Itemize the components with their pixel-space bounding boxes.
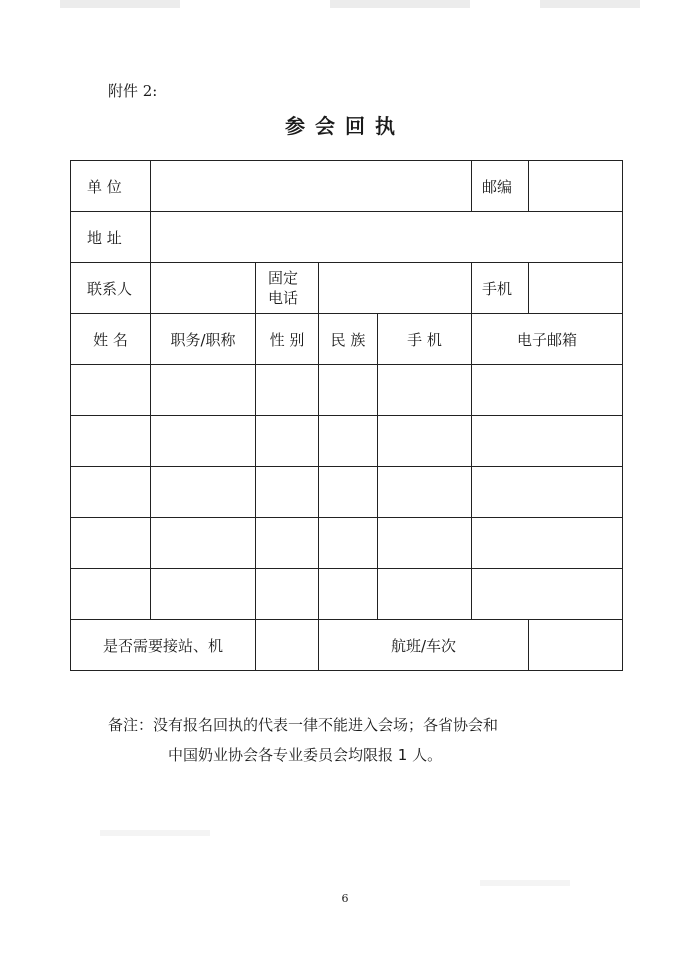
- flight-field[interactable]: [529, 620, 623, 671]
- attendee-gender-cell[interactable]: [256, 569, 319, 620]
- attendee-ethnicity-cell[interactable]: [319, 518, 378, 569]
- show-through-mark: [540, 0, 640, 8]
- landline-label-line1: 固定: [268, 269, 299, 287]
- mobile-field[interactable]: [529, 263, 623, 314]
- table-row: [71, 467, 623, 518]
- attendee-ethnicity-cell[interactable]: [319, 467, 378, 518]
- page-title: 参会回执: [285, 114, 405, 138]
- attendee-mobile-cell[interactable]: [378, 569, 472, 620]
- postcode-label: 邮编: [472, 161, 529, 212]
- table-header-row: [71, 314, 623, 365]
- attendee-email-cell[interactable]: [472, 365, 623, 416]
- table-row: [71, 365, 623, 416]
- flight-label: 航班/车次: [319, 620, 529, 671]
- col-mobile: 手 机: [378, 314, 472, 365]
- show-through-mark: [330, 0, 470, 8]
- attendee-mobile-cell[interactable]: [378, 365, 472, 416]
- landline-label-line2: 电话: [268, 289, 299, 307]
- landline-label: [256, 263, 319, 314]
- address-label: 地 址: [71, 212, 151, 263]
- attendee-gender-cell[interactable]: [256, 467, 319, 518]
- attendee-name-cell[interactable]: [71, 365, 151, 416]
- attendee-position-cell[interactable]: [151, 467, 256, 518]
- landline-field[interactable]: [319, 263, 472, 314]
- col-name: 姓 名: [71, 314, 151, 365]
- table-row: [71, 569, 623, 620]
- remarks-line-1: 备注：没有报名回执的代表一律不能进入会场；各省协会和: [108, 716, 499, 734]
- attendee-ethnicity-cell[interactable]: [319, 365, 378, 416]
- table-row: [71, 161, 623, 212]
- attachment-label: 附件 2:: [108, 82, 158, 100]
- attendee-email-cell[interactable]: [472, 416, 623, 467]
- attendee-gender-cell[interactable]: [256, 365, 319, 416]
- col-ethnicity: 民 族: [319, 314, 378, 365]
- registration-form-table: [70, 160, 623, 671]
- show-through-mark: [100, 830, 210, 836]
- remarks-line-2: 中国奶业协会各专业委员会均限报 1 人。: [168, 746, 443, 764]
- remarks: [108, 710, 608, 770]
- attendee-email-cell[interactable]: [472, 518, 623, 569]
- attendee-gender-cell[interactable]: [256, 518, 319, 569]
- col-position: 职务/职称: [151, 314, 256, 365]
- col-email: 电子邮箱: [472, 314, 623, 365]
- attendee-name-cell[interactable]: [71, 416, 151, 467]
- postcode-field[interactable]: [529, 161, 623, 212]
- attendee-position-cell[interactable]: [151, 569, 256, 620]
- attendee-name-cell[interactable]: [71, 569, 151, 620]
- page-number: 6: [341, 892, 349, 905]
- contact-field[interactable]: [151, 263, 256, 314]
- attendee-email-cell[interactable]: [472, 467, 623, 518]
- table-row: [71, 620, 623, 671]
- show-through-mark: [480, 880, 570, 886]
- unit-field[interactable]: [151, 161, 472, 212]
- pickup-field[interactable]: [256, 620, 319, 671]
- attendee-email-cell[interactable]: [472, 569, 623, 620]
- attendee-mobile-cell[interactable]: [378, 416, 472, 467]
- attendee-position-cell[interactable]: [151, 518, 256, 569]
- pickup-label: 是否需要接站、机: [71, 620, 256, 671]
- table-row: [71, 416, 623, 467]
- attendee-gender-cell[interactable]: [256, 416, 319, 467]
- attendee-position-cell[interactable]: [151, 416, 256, 467]
- attendee-name-cell[interactable]: [71, 518, 151, 569]
- mobile-label: 手机: [472, 263, 529, 314]
- attendee-name-cell[interactable]: [71, 467, 151, 518]
- unit-label: 单 位: [71, 161, 151, 212]
- contact-label: 联系人: [71, 263, 151, 314]
- table-row: [71, 518, 623, 569]
- table-row: [71, 212, 623, 263]
- show-through-mark: [60, 0, 180, 8]
- attendee-ethnicity-cell[interactable]: [319, 416, 378, 467]
- table-row: [71, 263, 623, 314]
- attendee-position-cell[interactable]: [151, 365, 256, 416]
- col-gender: 性 别: [256, 314, 319, 365]
- attendee-ethnicity-cell[interactable]: [319, 569, 378, 620]
- attendee-mobile-cell[interactable]: [378, 518, 472, 569]
- address-field[interactable]: [151, 212, 623, 263]
- attendee-mobile-cell[interactable]: [378, 467, 472, 518]
